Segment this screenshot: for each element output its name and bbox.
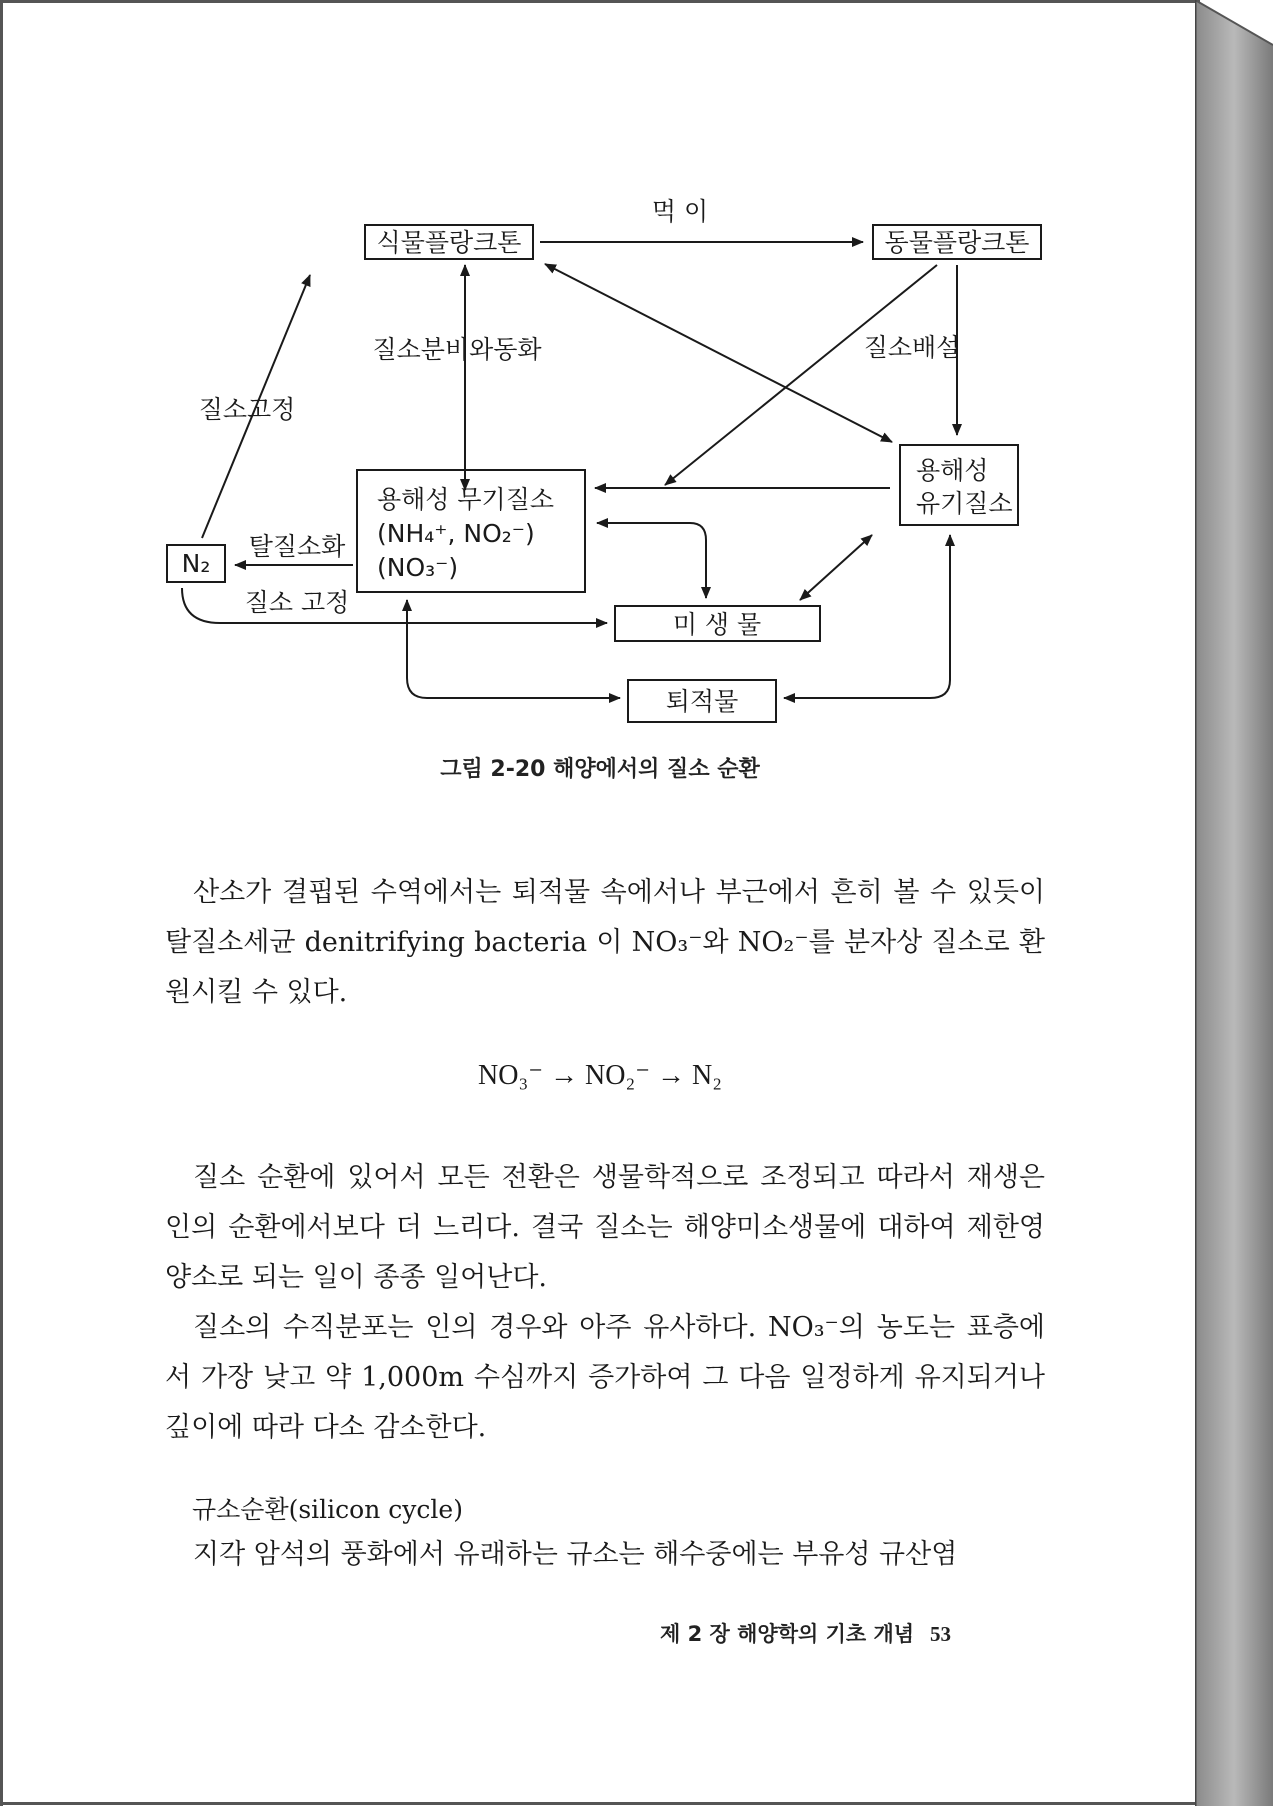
arrow-organic-phyto (545, 264, 892, 442)
dissolved-organic-line1: 용해성 (916, 456, 989, 485)
fixation-lower-label: 질소 고정 (244, 588, 350, 617)
paragraph-vertical-distribution: 질소의 수직분포는 인의 경우와 아주 유사하다. NO₃⁻의 농도는 표층에서 가장 낮고 약 1,000m 수심까지 증가하여 그 다음 일정하게 유지되거나 깊이에 따라 다소 감소한다. (165, 1312, 1045, 1443)
n2-label: N₂ (181, 549, 211, 578)
page-border-left (0, 0, 3, 1806)
assimilation-label: 질소분비와동화 (372, 335, 542, 364)
arrow-inorganic-sediment (407, 600, 620, 698)
denitrification-equation: NO₃⁻ → NO₂⁻ → N₂ (478, 1060, 722, 1091)
sediment-label: 퇴적물 (665, 687, 739, 716)
dissolved-inorganic-line1: 용해성 무기질소 (377, 485, 554, 514)
page-footer (660, 1618, 1020, 1648)
nitrogen-cycle-diagram (150, 190, 1050, 750)
excretion-label: 질소배설 (863, 333, 961, 362)
arrow-microbes-organic (800, 535, 872, 600)
paragraph-denitrification: 산소가 결핍된 수역에서는 퇴적물 속에서나 부근에서 흔히 볼 수 있듯이 탈질소세균 denitrifying bacteria 이 NO₃⁻와 NO₂⁻를 분자상 질소로 환원시킬 수 있다. (165, 877, 1045, 1008)
arrow-sediment-organic (784, 535, 950, 698)
paragraph-nitrogen-cycle: 질소 순환에 있어서 모든 전환은 생물학적으로 조정되고 따라서 재생은 인의 순환에서보다 더 느리다. 결국 질소는 해양미소생물에 대하여 제한영양소로 되는 일이 종종 일어난다. (165, 1162, 1045, 1293)
page-border-top (0, 0, 1200, 3)
chapter-title: 제 2 장 해양학의 기초 개념 (660, 1622, 915, 1646)
arrow-inorganic-microbes (597, 523, 706, 598)
fixation-upper-label: 질소고정 (198, 395, 296, 424)
dissolved-organic-line2: 유기질소 (916, 489, 1013, 518)
paragraph-silicon: 지각 암석의 풍화에서 유래하는 규소는 해수중에는 부유성 규산염 (193, 1539, 958, 1570)
arrow-zoo-to-inorganic (665, 265, 937, 485)
figure-caption: 그림 2-20 해양에서의 질소 순환 (440, 757, 760, 782)
dissolved-inorganic-line3: (NO₃⁻) (377, 553, 459, 582)
page-number: 53 (930, 1622, 952, 1646)
dissolved-inorganic-line2: (NH₄⁺, NO₂⁻) (377, 519, 535, 548)
page-border-bottom (0, 1802, 1200, 1805)
denitrification-label: 탈질소화 (248, 532, 346, 561)
section-heading-silicon-cycle: 규소순환(silicon cycle) (192, 1495, 463, 1524)
phytoplankton-label: 식물플랑크톤 (376, 228, 522, 257)
microbes-label: 미 생 물 (672, 610, 762, 639)
zooplankton-label: 동물플랑크톤 (884, 228, 1030, 257)
grazing-label: 먹 이 (651, 197, 709, 226)
book-page-edge (1195, 0, 1273, 1806)
